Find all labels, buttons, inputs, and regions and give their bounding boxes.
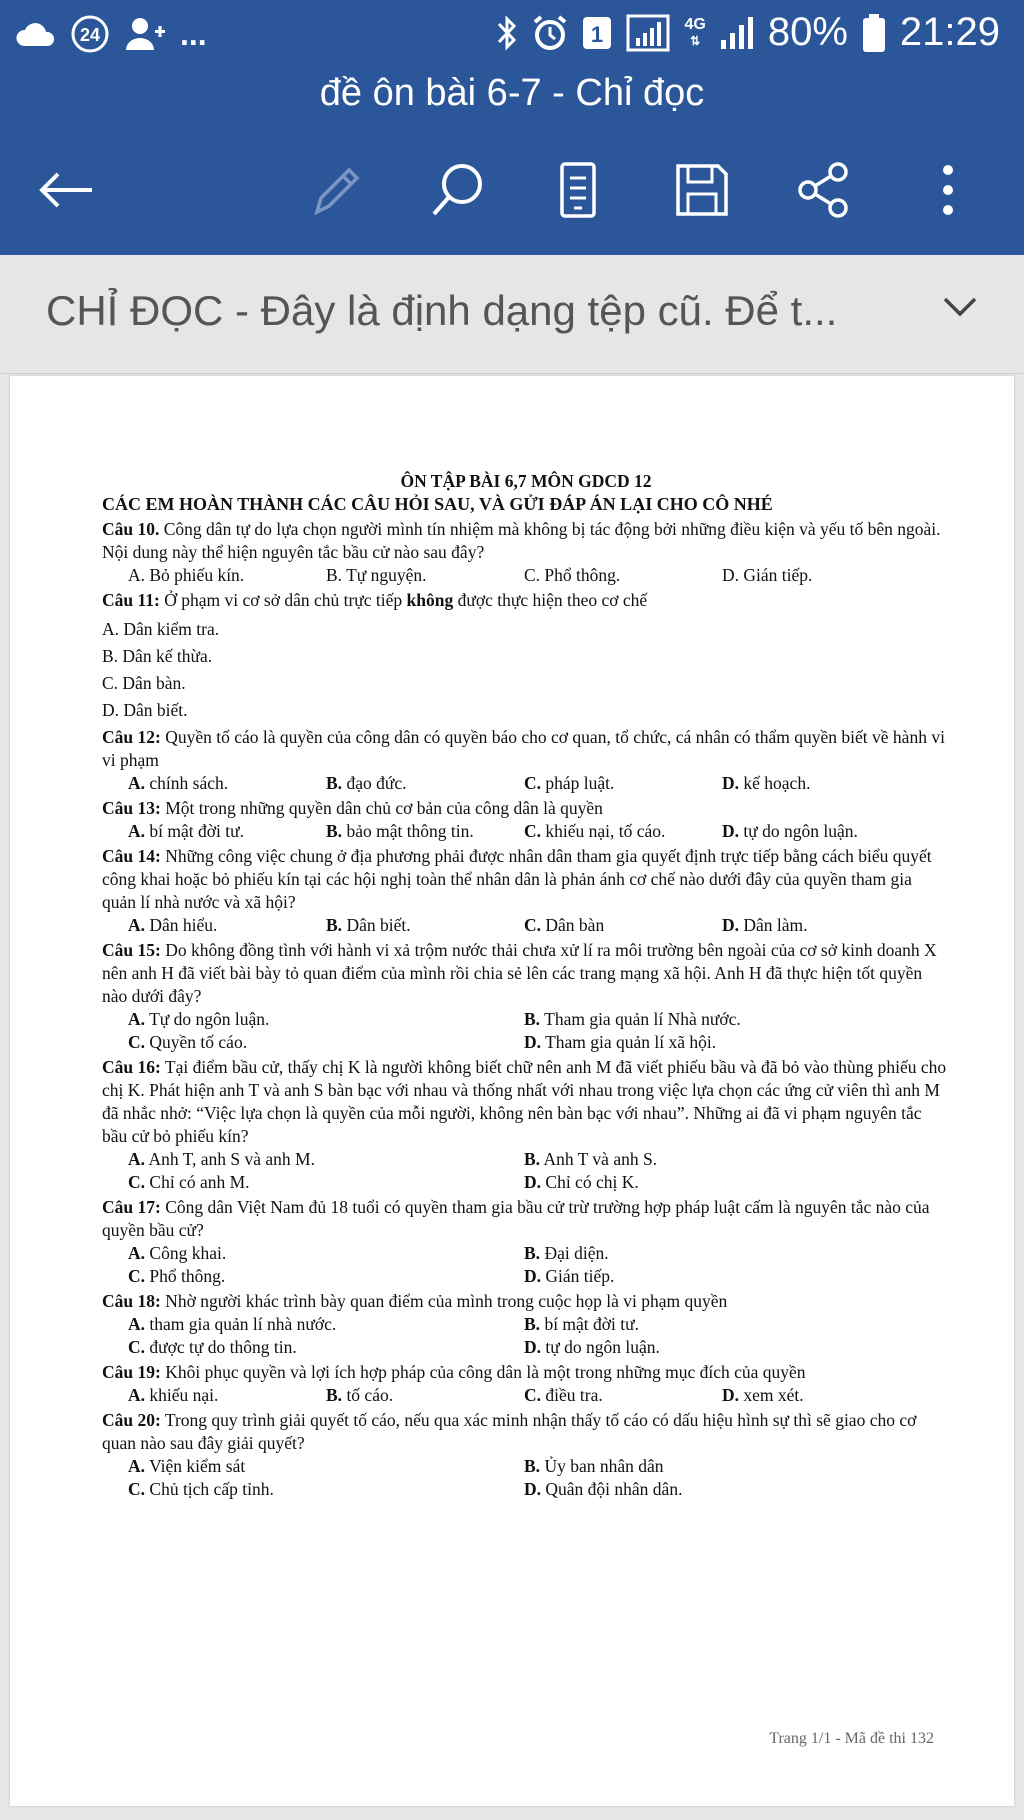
answer-options <box>102 1455 950 1501</box>
option-c: C. Phổ thông. <box>524 565 621 585</box>
option-b: B. Dân kế thừa. <box>102 646 213 666</box>
question-text: Công dân Việt Nam đủ 18 tuổi có quyền tham gia bầu cử trừ trường hợp pháp luật cấm là nguyên tắc nào của quyền bầu cử? <box>102 1197 930 1240</box>
option-letter: B. <box>326 773 343 793</box>
option-letter: A. <box>128 1385 146 1405</box>
option-b <box>326 1384 524 1407</box>
question-text: Trong quy trình giải quyết tố cáo, nếu qua xác minh nhận thấy tố cáo có dấu hiệu hình sự thì sẽ giao cho cơ quan nào sau đây giải quyết? <box>102 1410 917 1453</box>
sim-icon <box>582 15 612 51</box>
save-icon <box>672 160 732 220</box>
expand-banner-button[interactable] <box>942 295 978 324</box>
add-user-icon <box>124 16 166 52</box>
question-15 <box>102 939 950 1008</box>
option-letter: A. <box>128 1009 146 1029</box>
option-text: Dân bàn <box>545 915 605 935</box>
option-letter: D. <box>524 1479 542 1499</box>
option-c <box>128 1336 524 1359</box>
question-label: Câu 18: <box>102 1291 161 1311</box>
option-a <box>128 772 326 795</box>
question-text: Ở phạm vi cơ sở dân chủ trực tiếp <box>159 590 407 610</box>
option-d <box>524 1478 920 1501</box>
option-c <box>128 1171 524 1194</box>
question-label: Câu 10. <box>102 519 160 539</box>
option-text: kế hoạch. <box>743 773 811 793</box>
option-d: D. Dân biết. <box>102 700 188 720</box>
option-text: bảo mật thông tin. <box>346 821 474 841</box>
option-text: Anh T, anh S và anh M. <box>148 1149 315 1169</box>
option-d <box>722 820 920 843</box>
page-footer: Trang 1/1 - Mã đề thi 132 <box>769 1730 934 1747</box>
option-text: tự do ngôn luận. <box>545 1337 660 1357</box>
option-text: pháp luật. <box>545 773 615 793</box>
option-text: điều tra. <box>545 1385 603 1405</box>
answer-options <box>102 1242 950 1288</box>
answer-options <box>102 564 950 587</box>
option-text: bí mật đời tư. <box>544 1314 640 1334</box>
option-d: D. Gián tiếp. <box>722 565 813 585</box>
chevron-down-icon <box>942 295 978 319</box>
option-letter: B. <box>524 1314 541 1334</box>
option-text: Công khai. <box>149 1243 227 1263</box>
option-letter: C. <box>128 1172 146 1192</box>
option-letter: D. <box>524 1172 542 1192</box>
notification-more: ... <box>180 15 207 52</box>
option-b: B. Tự nguyện. <box>326 565 427 585</box>
option-c <box>524 1384 722 1407</box>
sim-number: 1 <box>591 21 604 47</box>
option-text: Tự do ngôn luận. <box>149 1009 270 1029</box>
question-13 <box>102 797 950 820</box>
question-label: Câu 11: <box>102 590 160 610</box>
option-text: Chỉ có anh M. <box>149 1172 250 1192</box>
pencil-icon <box>307 162 363 218</box>
option-text: Phổ thông. <box>149 1266 226 1286</box>
doc-heading: ÔN TẬP BÀI 6,7 MÔN GDCD 12 <box>400 471 652 491</box>
option-text: tự do ngôn luận. <box>743 821 858 841</box>
option-text: được tự do thông tin. <box>149 1337 297 1357</box>
option-text: bí mật đời tư. <box>149 821 244 841</box>
option-d <box>722 1384 920 1407</box>
option-c <box>524 914 722 937</box>
search-icon <box>428 160 488 220</box>
option-a <box>128 1242 524 1265</box>
question-text: Khôi phục quyền và lợi ích hợp pháp của công dân là một trong những mục đích của quyền <box>160 1362 806 1382</box>
news24-icon <box>70 14 110 54</box>
question-14 <box>102 845 950 914</box>
read-only-message: CHỈ ĐỌC - Đây là định dạng tệp cũ. Để t... <box>46 287 838 334</box>
question-20 <box>102 1409 950 1455</box>
option-text: khiếu nại, tố cáo. <box>545 821 666 841</box>
option-text: Viện kiểm sát <box>149 1456 246 1476</box>
option-text: tố cáo. <box>346 1385 394 1405</box>
option-text: Tham gia quản lí xã hội. <box>545 1032 717 1052</box>
cloud-icon <box>16 20 56 48</box>
question-10 <box>102 518 950 564</box>
option-b <box>326 772 524 795</box>
option-letter: C. <box>524 915 542 935</box>
answer-options <box>102 1008 950 1054</box>
option-c <box>128 1478 524 1501</box>
option-d <box>524 1336 920 1359</box>
question-16 <box>102 1056 950 1148</box>
share-icon <box>794 160 854 220</box>
option-letter: A. <box>128 1314 146 1334</box>
option-letter: B. <box>326 821 343 841</box>
question-19 <box>102 1361 950 1384</box>
option-a <box>128 914 326 937</box>
option-text: tham gia quản lí nhà nước. <box>149 1314 337 1334</box>
option-b <box>524 1313 920 1336</box>
option-letter: A. <box>128 1456 146 1476</box>
option-c <box>524 820 722 843</box>
option-text: Anh T và anh S. <box>543 1149 658 1169</box>
question-text: Nhờ người khác trình bày quan điểm của mình trong cuộc họp là vi phạm quyền <box>160 1291 728 1311</box>
option-text: Gián tiếp. <box>545 1266 615 1286</box>
doc-subheading: CÁC EM HOÀN THÀNH CÁC CÂU HỎI SAU, VÀ GỬI ĐÁP ÁN LẠI CHO CÔ NHÉ <box>102 494 773 514</box>
question-17 <box>102 1196 950 1242</box>
answer-options <box>102 1384 950 1407</box>
more-vertical-icon <box>938 162 958 218</box>
document-content <box>102 470 950 1501</box>
option-a <box>128 1313 524 1336</box>
answer-options <box>102 1148 950 1194</box>
answer-options <box>102 820 950 843</box>
app-header <box>0 0 1024 255</box>
option-b <box>326 820 524 843</box>
option-a <box>128 1384 326 1407</box>
reading-view-button[interactable] <box>538 150 618 230</box>
save-button[interactable] <box>662 150 742 230</box>
option-d <box>524 1031 920 1054</box>
question-label: Câu 12: <box>102 727 161 747</box>
option-letter: B. <box>326 915 343 935</box>
option-a <box>128 820 326 843</box>
option-letter: D. <box>524 1337 542 1357</box>
back-arrow-icon <box>38 170 94 210</box>
option-letter: A. <box>128 1149 146 1169</box>
option-text: chính sách. <box>149 773 229 793</box>
back-button[interactable] <box>26 150 106 230</box>
question-text: Do không đồng tình với hành vi xả trộm nước thải chưa xử lí ra môi trường bên ngoài của cơ sở kinh doanh X nên anh H đã viết bài bày tỏ quan điểm của mình rồi chia sẻ lên các trang mạng xã hội. Anh H đã thực hiện tốt quyền nào dưới đây? <box>102 940 937 1006</box>
question-label: Câu 19: <box>102 1362 161 1382</box>
share-button[interactable] <box>784 150 864 230</box>
option-text: Tham gia quản lí Nhà nước. <box>544 1009 741 1029</box>
signal-icon <box>720 16 754 50</box>
option-a: A. Dân kiểm tra. <box>102 619 220 639</box>
option-text: Quyền tố cáo. <box>149 1032 248 1052</box>
option-b <box>326 914 524 937</box>
question-18 <box>102 1290 950 1313</box>
option-b <box>524 1008 920 1031</box>
option-letter: D. <box>722 773 740 793</box>
option-b <box>524 1455 920 1478</box>
option-letter: D. <box>722 1385 740 1405</box>
option-letter: A. <box>128 773 146 793</box>
option-text: Dân biết. <box>346 915 411 935</box>
option-d <box>524 1265 920 1288</box>
option-c <box>524 772 722 795</box>
option-letter: C. <box>128 1479 146 1499</box>
option-letter: D. <box>524 1266 542 1286</box>
option-letter: C. <box>524 821 542 841</box>
question-label: Câu 20: <box>102 1410 161 1430</box>
answer-options <box>102 914 950 937</box>
question-label: Câu 16: <box>102 1057 161 1077</box>
option-a: A. Bỏ phiếu kín. <box>128 565 245 585</box>
option-text: đạo đức. <box>346 773 407 793</box>
more-options-button[interactable] <box>908 150 988 230</box>
option-letter: B. <box>524 1456 541 1476</box>
option-letter: C. <box>128 1266 146 1286</box>
option-letter: C. <box>524 773 542 793</box>
question-12 <box>102 726 950 772</box>
answer-options <box>102 1313 950 1359</box>
option-c: C. Dân bàn. <box>102 673 186 693</box>
question-label: Câu 17: <box>102 1197 161 1217</box>
question-text: Công dân tự do lựa chọn người mình tín nhiệm mà không bị tác động bởi những điều kiện và yếu tố bên ngoài. Nội dung này thể hiện nguyên tắc bầu cử nào sau đây? <box>102 519 941 562</box>
question-text: Một trong những quyền dân chủ cơ bản của công dân là quyền <box>160 798 603 818</box>
option-letter: A. <box>128 915 146 935</box>
option-b <box>524 1148 920 1171</box>
option-a <box>128 1148 524 1171</box>
option-letter: B. <box>524 1009 541 1029</box>
battery-icon <box>862 13 886 53</box>
option-text: xem xét. <box>743 1385 804 1405</box>
question-text: Quyền tố cáo là quyền của công dân có quyền báo cho cơ quan, tổ chức, cá nhân có thẩm quyền biết về hành vi vi phạm <box>102 727 945 770</box>
reading-view-icon <box>556 160 600 220</box>
option-d <box>524 1171 920 1194</box>
option-text: Chủ tịch cấp tỉnh. <box>149 1479 274 1499</box>
network-type: 4G ⇅ <box>684 15 706 48</box>
option-c <box>128 1265 524 1288</box>
battery-percent: 80% <box>767 10 848 54</box>
option-letter: A. <box>128 821 146 841</box>
network-label: 4G <box>684 15 706 33</box>
option-letter: C. <box>128 1032 146 1052</box>
edit-button[interactable] <box>295 150 375 230</box>
question-label: Câu 15: <box>102 940 161 960</box>
option-letter: D. <box>722 915 740 935</box>
option-letter: D. <box>524 1032 542 1052</box>
question-text-end: được thực hiện theo cơ chế <box>453 590 648 610</box>
option-letter: B. <box>524 1149 541 1169</box>
option-text: Đại diện. <box>544 1243 609 1263</box>
question-emphasis: không <box>406 590 454 610</box>
document-title: đề ôn bài 6-7 - Chỉ đọc <box>319 72 705 114</box>
news24-badge-text: 24 <box>79 25 101 45</box>
option-letter: D. <box>722 821 740 841</box>
option-c <box>128 1031 524 1054</box>
question-label: Câu 14: <box>102 846 161 866</box>
question-label: Câu 13: <box>102 798 161 818</box>
wifi-calling-icon <box>626 14 670 52</box>
question-11 <box>102 589 950 612</box>
read-only-banner[interactable] <box>0 255 1024 374</box>
clock: 21:29 <box>899 10 1000 54</box>
option-text: Dân làm. <box>743 915 808 935</box>
option-letter: B. <box>326 1385 343 1405</box>
option-letter: C. <box>524 1385 542 1405</box>
bluetooth-icon <box>496 14 518 52</box>
option-b <box>524 1242 920 1265</box>
option-text: khiếu nại. <box>149 1385 219 1405</box>
option-text: Quân đội nhân dân. <box>545 1479 683 1499</box>
option-d <box>722 772 920 795</box>
option-text: Chỉ có chị K. <box>545 1172 639 1192</box>
question-text: Tại điểm bầu cử, thấy chị K là người không biết chữ nên anh M đã viết phiếu bầu và đã bỏ vào thùng phiếu cho chị K. Phát hiện anh T và anh S bàn bạc với nhau và thống nhất với nhau trong việc lựa chọn các ứng cử viên thì anh M đã nhắc nhở: “Việc lựa chọn là quyền của mỗi người, không nên bàn bạc với nhau”. Những ai đã vi phạm nguyên tắc bầu cử bỏ phiếu kín? <box>102 1057 947 1146</box>
alarm-icon <box>532 14 568 52</box>
option-letter: B. <box>524 1243 541 1263</box>
option-text: Dân hiểu. <box>149 915 218 935</box>
option-a <box>128 1455 524 1478</box>
option-letter: A. <box>128 1243 146 1263</box>
toolbar <box>0 150 1024 230</box>
document-page[interactable] <box>10 376 1014 1806</box>
option-letter: C. <box>128 1337 146 1357</box>
option-d <box>722 914 920 937</box>
search-button[interactable] <box>418 150 498 230</box>
option-a <box>128 1008 524 1031</box>
option-text: Ủy ban nhân dân <box>544 1456 664 1476</box>
answer-options <box>102 772 950 795</box>
status-bar <box>0 0 1024 70</box>
question-text: Những công việc chung ở địa phương phải được nhân dân tham gia quyết định trực tiếp bằng cách biểu quyết công khai hoặc bỏ phiếu kín tại các hội nghị toàn thể nhân dân là phản ánh cơ chế nào dưới đây của quyền tham gia quản lí nhà nước và xã hội? <box>102 846 932 912</box>
